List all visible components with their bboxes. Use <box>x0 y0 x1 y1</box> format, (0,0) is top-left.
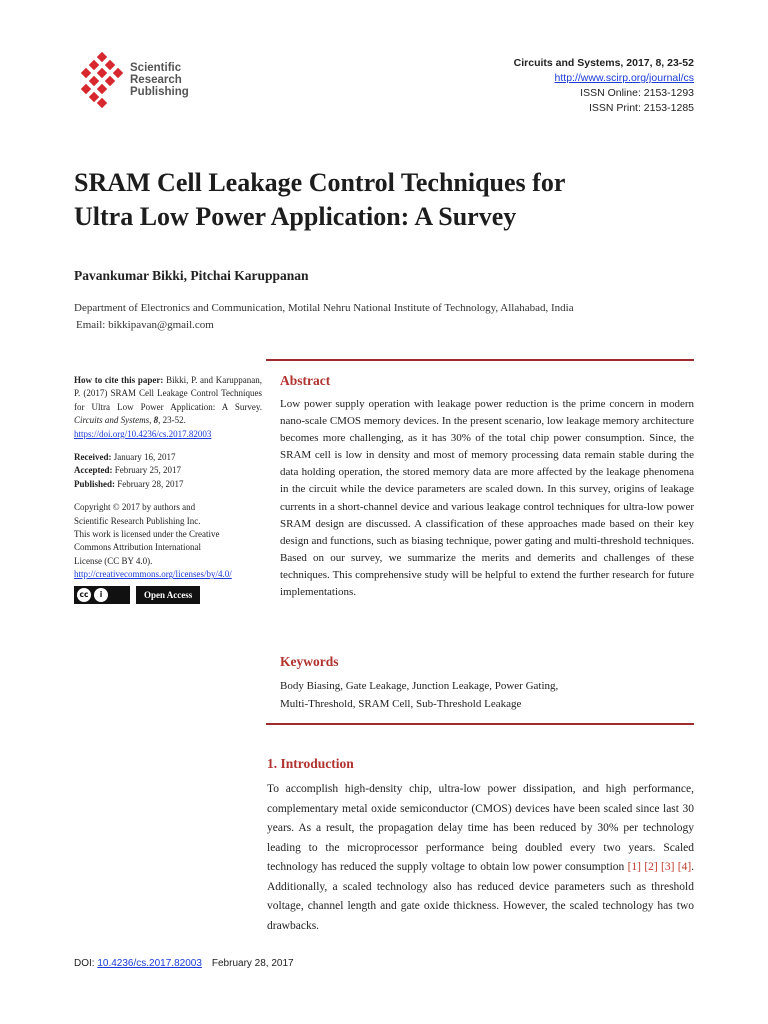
authors: Pavankumar Bikki, Pitchai Karuppanan <box>74 268 309 283</box>
footer-doi-link[interactable]: 10.4236/cs.2017.82003 <box>97 958 202 969</box>
copyright-line: License (CC BY 4.0). <box>74 555 153 566</box>
creative-commons-icon: cc <box>77 588 91 602</box>
copyright-line: Copyright © 2017 by authors and <box>74 502 196 513</box>
keywords-line: Body Biasing, Gate Leakage, Junction Leakage, Power Gating, <box>280 680 559 692</box>
copyright-line: Scientific Research Publishing Inc. <box>74 515 201 526</box>
logo-diamond <box>81 68 91 78</box>
intro-paragraph-part: To accomplish high-density chip, ultra-low power dissipation, and high performance, complementary metal oxide semiconductor (CMOS) devices have been scaled since last 30 years. As a result, the propagation delay time has been reduced by 30% per technology leading to the microprocessor performance being doubled every two years. Scaled technology has reduced the supply voltage to obtain low power consumption <box>267 783 694 873</box>
paper-title <box>74 166 694 234</box>
reference-link[interactable]: [2] <box>644 861 658 873</box>
keywords-line: Multi-Threshold, SRAM Cell, Sub-Threshold Leakage <box>280 697 522 710</box>
logo-diamond <box>97 84 107 94</box>
citation-doi-link[interactable]: https://doi.org/10.4236/cs.2017.82003 <box>74 428 212 439</box>
logo-diamond <box>97 98 107 108</box>
cc-by-badge[interactable] <box>74 586 130 604</box>
open-access-badge: Open Access <box>136 586 200 604</box>
journal-title: Circuits and Systems, 2017, 8, 23-52 <box>513 57 694 69</box>
sidebar-metadata <box>74 374 262 604</box>
intro-paragraph-part: . Additionally, a scaled technology also has reduced device parameters such as threshold voltage, channel length and gate oxide thickness. However, the scaled technology has two drawbacks. <box>267 861 695 932</box>
introduction-text <box>267 780 694 936</box>
section-divider <box>266 723 694 725</box>
page-footer <box>74 958 294 969</box>
logo-diamond <box>97 68 107 78</box>
reference-link[interactable]: [3] <box>661 861 675 873</box>
citation-text: Bikki, P. and Karuppanan, P. (2017) SRAM Cell Leakage Control Techniques for Ultra Low Power Application: A Survey. <box>74 375 262 412</box>
introduction-heading: 1. Introduction <box>267 756 354 771</box>
abstract-heading: Abstract <box>280 373 331 388</box>
diamond-logo-icon <box>76 52 128 108</box>
affiliation: Department of Electronics and Communication, Motilal Nehru National Institute of Technology, Allahabad, India <box>74 302 574 314</box>
accepted-label: Accepted: <box>74 465 113 476</box>
article-dates <box>74 451 262 491</box>
copyright-notice <box>74 501 262 581</box>
logo-diamond <box>89 60 99 70</box>
accepted-date: February 25, 2017 <box>112 465 181 476</box>
citation-journal: Circuits and Systems <box>74 415 150 426</box>
attribution-icon: i <box>94 588 108 602</box>
copyright-line: This work is licensed under the Creative <box>74 529 220 540</box>
title-line: SRAM Cell Leakage Control Techniques for <box>74 168 566 197</box>
logo-diamond <box>81 84 91 94</box>
citation-pages: , 23-52. <box>158 415 186 426</box>
journal-info <box>514 56 694 116</box>
keywords-text <box>280 678 694 713</box>
reference-link[interactable]: [4] <box>677 861 692 873</box>
published-label: Published: <box>74 478 116 489</box>
publisher-name-line: Publishing <box>130 86 189 98</box>
reference-link[interactable]: [1] <box>627 861 642 873</box>
received-label: Received: <box>74 452 112 463</box>
keywords-heading: Keywords <box>280 654 339 669</box>
publisher-name <box>130 62 189 98</box>
issn-online: ISSN Online: 2153-1293 <box>580 87 694 99</box>
received-date: January 16, 2017 <box>111 452 176 463</box>
logo-diamond <box>105 60 115 70</box>
citation-block <box>74 374 262 441</box>
footer-date: February 28, 2017 <box>211 958 294 969</box>
logo-diamond <box>89 92 99 102</box>
published-date: February 28, 2017 <box>115 478 184 489</box>
publisher-name-line: Scientific <box>130 62 182 74</box>
citation-comma: , <box>149 415 154 426</box>
title-line: Ultra Low Power Application: A Survey <box>74 202 517 231</box>
author-email: Email: bikkipavan@gmail.com <box>76 319 214 331</box>
logo-diamond <box>105 76 115 86</box>
logo-diamond <box>113 68 123 78</box>
publisher-name-line: Research <box>130 74 182 86</box>
license-link[interactable]: http://creativecommons.org/licenses/by/4.0/ <box>74 569 232 580</box>
logo-diamond <box>97 52 107 62</box>
section-divider <box>266 359 694 361</box>
citation-label: How to cite this paper: <box>74 375 164 385</box>
license-badges <box>74 586 262 604</box>
copyright-line: Commons Attribution International <box>74 542 201 553</box>
journal-url-link[interactable]: http://www.scirp.org/journal/cs <box>554 72 694 84</box>
abstract-text: Low power supply operation with leakage power reduction is the prime concern in modern nano-scale CMOS memory devices. In the present scenario, low leakage memory architecture becomes more challenging, as it has 30% of the total chip power consumption. Since, the SRAM cell is low in density and most of memory processing data remain stable during the data holding operation, the stored memory data are more affected by the leakage phenomena in the circuit while the device parameters are scaled down. In this survey, origins of leakage currents in a short-channel device and various leakage control techniques for ultra-low power SRAM design are discussed. A classification of these approaches made based on their key design and functions, such as biasing technique, power gating and multi-threshold techniques. Based on our survey, we summarize the merits and demerits and challenges of these techniques. This comprehensive study will be helpful to extend the further research for future implementations. <box>280 398 694 599</box>
issn-print: ISSN Print: 2153-1285 <box>588 102 694 114</box>
logo-diamond <box>89 76 99 86</box>
publisher-logo <box>76 52 200 108</box>
footer-doi-label: DOI: <box>74 958 98 969</box>
citation-volume: 8 <box>153 415 159 426</box>
